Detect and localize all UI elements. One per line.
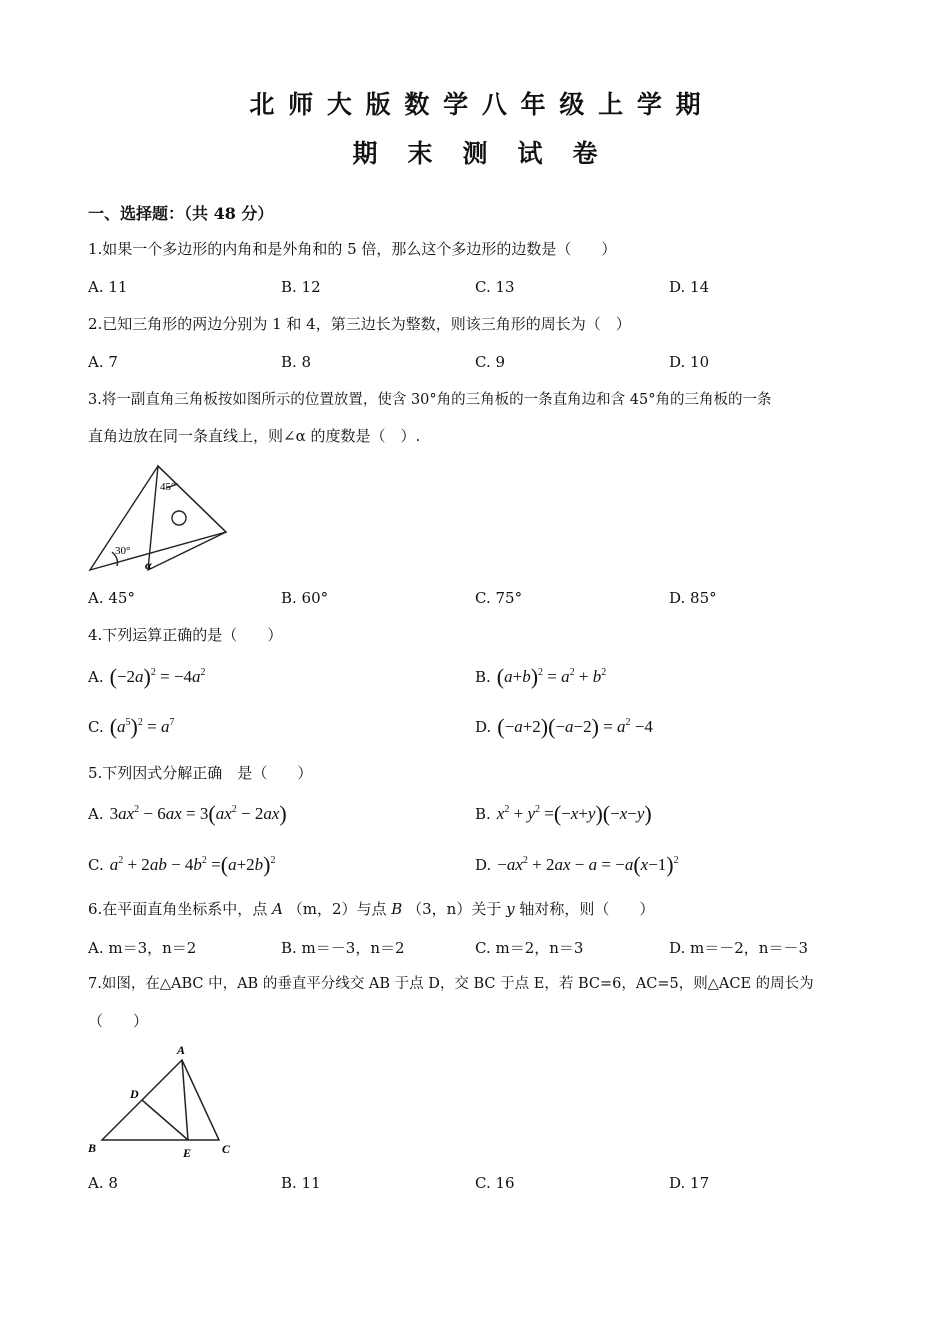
question-7-stem-line2: （ ）	[88, 1012, 149, 1030]
question-6-stem	[88, 898, 654, 920]
question-3-stem-line1: 3.将一副直角三角板按如图所示的位置放置，使含 30°角的三角板的一条直角边和含 45°角的三角板的一条	[88, 392, 772, 408]
q1-option-d[interactable]: D. 14	[669, 278, 710, 296]
q6-option-d[interactable]: D. m＝－2，n＝－3	[669, 939, 808, 957]
label-vertex-c: C	[222, 1142, 231, 1156]
q6-stem-suffix: 轴对称，则（ ）	[519, 900, 655, 918]
q2-option-b[interactable]: B. 8	[281, 353, 312, 371]
set-square-hole	[172, 511, 186, 525]
q5-option-b[interactable]: B. $x^2 + y^2 =(-x+y)(-x-y)$	[475, 801, 652, 826]
triangle-abc	[102, 1060, 219, 1140]
label-vertex-b: B	[88, 1141, 97, 1155]
question-4-stem: 4.下列运算正确的是（ ）	[88, 626, 283, 644]
question-7-stem-line1: 7.如图，在△ABC 中，AB 的垂直平分线交 AB 于点 D，交 BC 于点 E，若 BC=6，AC=5，则△ACE 的周长为	[88, 976, 814, 992]
q6-axis-y: y	[506, 900, 515, 918]
q7-option-d[interactable]: D. 17	[669, 1174, 710, 1192]
q1-option-c[interactable]: C. 13	[475, 278, 515, 296]
q4-option-a[interactable]: A. $(-2a)^2 = -4a^2$	[88, 664, 206, 689]
q1-option-b[interactable]: B. 12	[281, 278, 321, 296]
label-45-deg: 45°	[160, 481, 176, 493]
q1-option-a[interactable]: A. 11	[88, 278, 128, 296]
q3-option-b[interactable]: B. 60°	[281, 589, 329, 607]
q4-option-b-label: B.	[475, 668, 491, 686]
q6-point-b-coords: （3，n）关于	[407, 900, 502, 918]
q5-option-d[interactable]: D. $-ax^2 + 2ax - a = -a(x-1)^2$	[475, 852, 679, 877]
q4-option-d[interactable]: D. $(-a+2)(-a-2) = a^2 -4$	[475, 714, 653, 739]
q4-option-c[interactable]: C. $(a^5)^2 = a^7$	[88, 714, 175, 739]
q7-option-a[interactable]: A. 8	[88, 1174, 118, 1192]
q7-option-b[interactable]: B. 11	[281, 1174, 321, 1192]
q6-point-a: A	[272, 900, 283, 918]
q2-option-d[interactable]: D. 10	[669, 353, 710, 371]
label-point-e: E	[183, 1146, 192, 1160]
q4-option-a-label: A.	[88, 668, 104, 686]
label-30-deg: 30°	[115, 545, 131, 557]
label-alpha: α	[145, 558, 152, 572]
q5-option-c[interactable]: C. $a^2 + 2ab - 4b^2 =(a+2b)^2$	[88, 852, 276, 877]
q3-option-d[interactable]: D. 85°	[669, 589, 717, 607]
q5-option-a[interactable]: A. $3ax^2 - 6ax = 3(ax^2 - 2ax)$	[88, 801, 287, 826]
q4-option-b[interactable]: B. $(a+b)^2 = a^2 + b^2$	[475, 664, 607, 689]
question-2-stem: 2.已知三角形的两边分别为 1 和 4，第三边长为整数，则该三角形的周长为（ ）	[88, 315, 631, 333]
exam-title-line2: 期末测试卷	[352, 139, 628, 168]
label-point-d: D	[130, 1087, 139, 1101]
section-heading: 一、选择题：（共 48 分）	[88, 204, 274, 223]
q5-option-a-label: A.	[88, 805, 104, 823]
triangle-abc-figure	[84, 1040, 244, 1162]
q6-option-b[interactable]: B. m＝－3，n＝2	[281, 939, 405, 957]
perpendicular-bisector-de	[142, 1100, 188, 1140]
q7-option-c[interactable]: C. 16	[475, 1174, 515, 1192]
q6-point-a-coords: （m，2）与点	[287, 900, 387, 918]
q2-option-a[interactable]: A. 7	[88, 353, 118, 371]
q6-point-b: B	[391, 900, 403, 918]
label-vertex-a: A	[177, 1043, 186, 1057]
q3-option-c[interactable]: C. 75°	[475, 589, 523, 607]
set-squares-figure	[86, 462, 231, 574]
q6-option-c[interactable]: C. m＝2，n＝3	[475, 939, 584, 957]
q5-option-c-label: C.	[88, 856, 104, 874]
question-1-stem: 1.如果一个多边形的内角和是外角和的 5 倍，那么这个多边形的边数是（ ）	[88, 240, 617, 258]
question-5-stem: 5.下列因式分解正确 是（ ）	[88, 764, 313, 782]
q3-option-a[interactable]: A. 45°	[88, 589, 135, 607]
q4-option-c-label: C.	[88, 718, 104, 736]
q2-option-c[interactable]: C. 9	[475, 353, 506, 371]
question-3-stem-line2: 直角边放在同一条直线上，则∠α 的度数是（ ）.	[88, 427, 421, 445]
exam-title-line1: 北师大版数学八年级上学期	[249, 90, 715, 119]
q5-option-b-label: B.	[475, 805, 491, 823]
q5-option-d-label: D.	[475, 856, 492, 874]
q6-stem-prefix: 6.在平面直角坐标系中，点	[88, 900, 268, 918]
q6-option-a[interactable]: A. m＝3，n＝2	[88, 939, 197, 957]
q4-option-d-label: D.	[475, 718, 492, 736]
triangle-30-set-square	[90, 466, 226, 570]
